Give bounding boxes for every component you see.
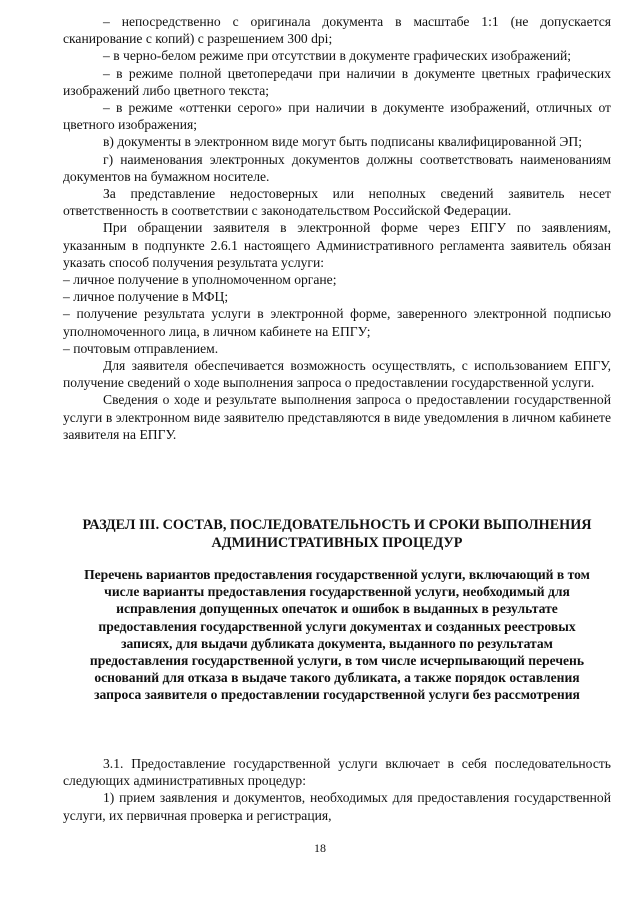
paragraph: Сведения о ходе и результате выполнения запроса о предоставлении государственной услуги в электронном виде заявителю представляются в виде уведомления в личном кабинете заявителя на ЕПГУ. — [63, 392, 611, 442]
paragraph: – в режиме «оттенки серого» при наличии в документе изображений, отличных от цветного изображения; — [63, 100, 611, 133]
list-item: – личное получение в уполномоченном органе; — [63, 272, 337, 288]
paragraph: г) наименования электронных документов должны соответствовать наименованиям документов на бумажном носителе. — [63, 151, 611, 184]
paragraph: 3.1. Предоставление государственной услуги включает в себя последовательность следующих административных процедур: — [63, 756, 611, 789]
paragraph: – в режиме полной цветопередачи при наличии в документе цветных графических изображений либо цветного текста; — [63, 65, 611, 98]
list-item: – почтовым отправлением. — [63, 340, 219, 356]
paragraph: При обращении заявителя в электронной форме через ЕПГУ по заявлениям, указанным в подпункте 2.6.1 настоящего Административного регламента заявитель обязан указать способ получения результата услуги: — [63, 220, 611, 270]
body-text-bottom — [63, 755, 611, 824]
section-heading: РАЗДЕЛ III. СОСТАВ, ПОСЛЕДОВАТЕЛЬНОСТЬ И СРОКИ ВЫПОЛНЕНИЯ АДМИНИСТРАТИВНЫХ ПРОЦЕДУР — [82, 517, 592, 551]
paragraph: – непосредственно с оригинала документа в масштабе 1:1 (не допускается сканирование с копий) с разрешением 300 dpi; — [63, 14, 611, 47]
paragraph: 1) прием заявления и документов, необходимых для предоставления государственной услуги, их первичная проверка и регистрация, — [63, 790, 611, 823]
paragraph: Для заявителя обеспечивается возможность осуществлять, с использованием ЕПГУ, получение сведений о ходе выполнения запроса о предоставлении государственной услуги. — [63, 358, 611, 391]
section-subheading: Перечень вариантов предоставления государственной услуги, включающий в том числе варианты предоставления государственной услуги, необходимый для исправления допущенных опечаток и ошибок в выданных в результате предоставления государственной услуги документах и созданных реестровых записях, для выдачи дубликата документа, выданного по результатам предоставления государственной услуги, в том числе исчерпывающий перечень оснований для отказа в выдаче такого дубликата, а также порядок оставления запроса заявителя о предоставлении государственной услуги без рассмотрения — [84, 567, 590, 703]
body-text-top — [63, 13, 611, 443]
list-item: – получение результата услуги в электронной форме, заверенного электронной подписью уполномоченного лица, в личном кабинете на ЕПГУ; — [63, 306, 611, 339]
list-item: – личное получение в МФЦ; — [63, 289, 229, 305]
page-number: 18 — [314, 841, 326, 855]
paragraph: в) документы в электронном виде могут быть подписаны квалифицированной ЭП; — [103, 134, 582, 150]
paragraph: – в черно-белом режиме при отсутствии в документе графических изображений; — [103, 48, 572, 64]
paragraph: За представление недостоверных или неполных сведений заявитель несет ответственность в соответствии с законодательством Российской Федерации. — [63, 186, 611, 219]
